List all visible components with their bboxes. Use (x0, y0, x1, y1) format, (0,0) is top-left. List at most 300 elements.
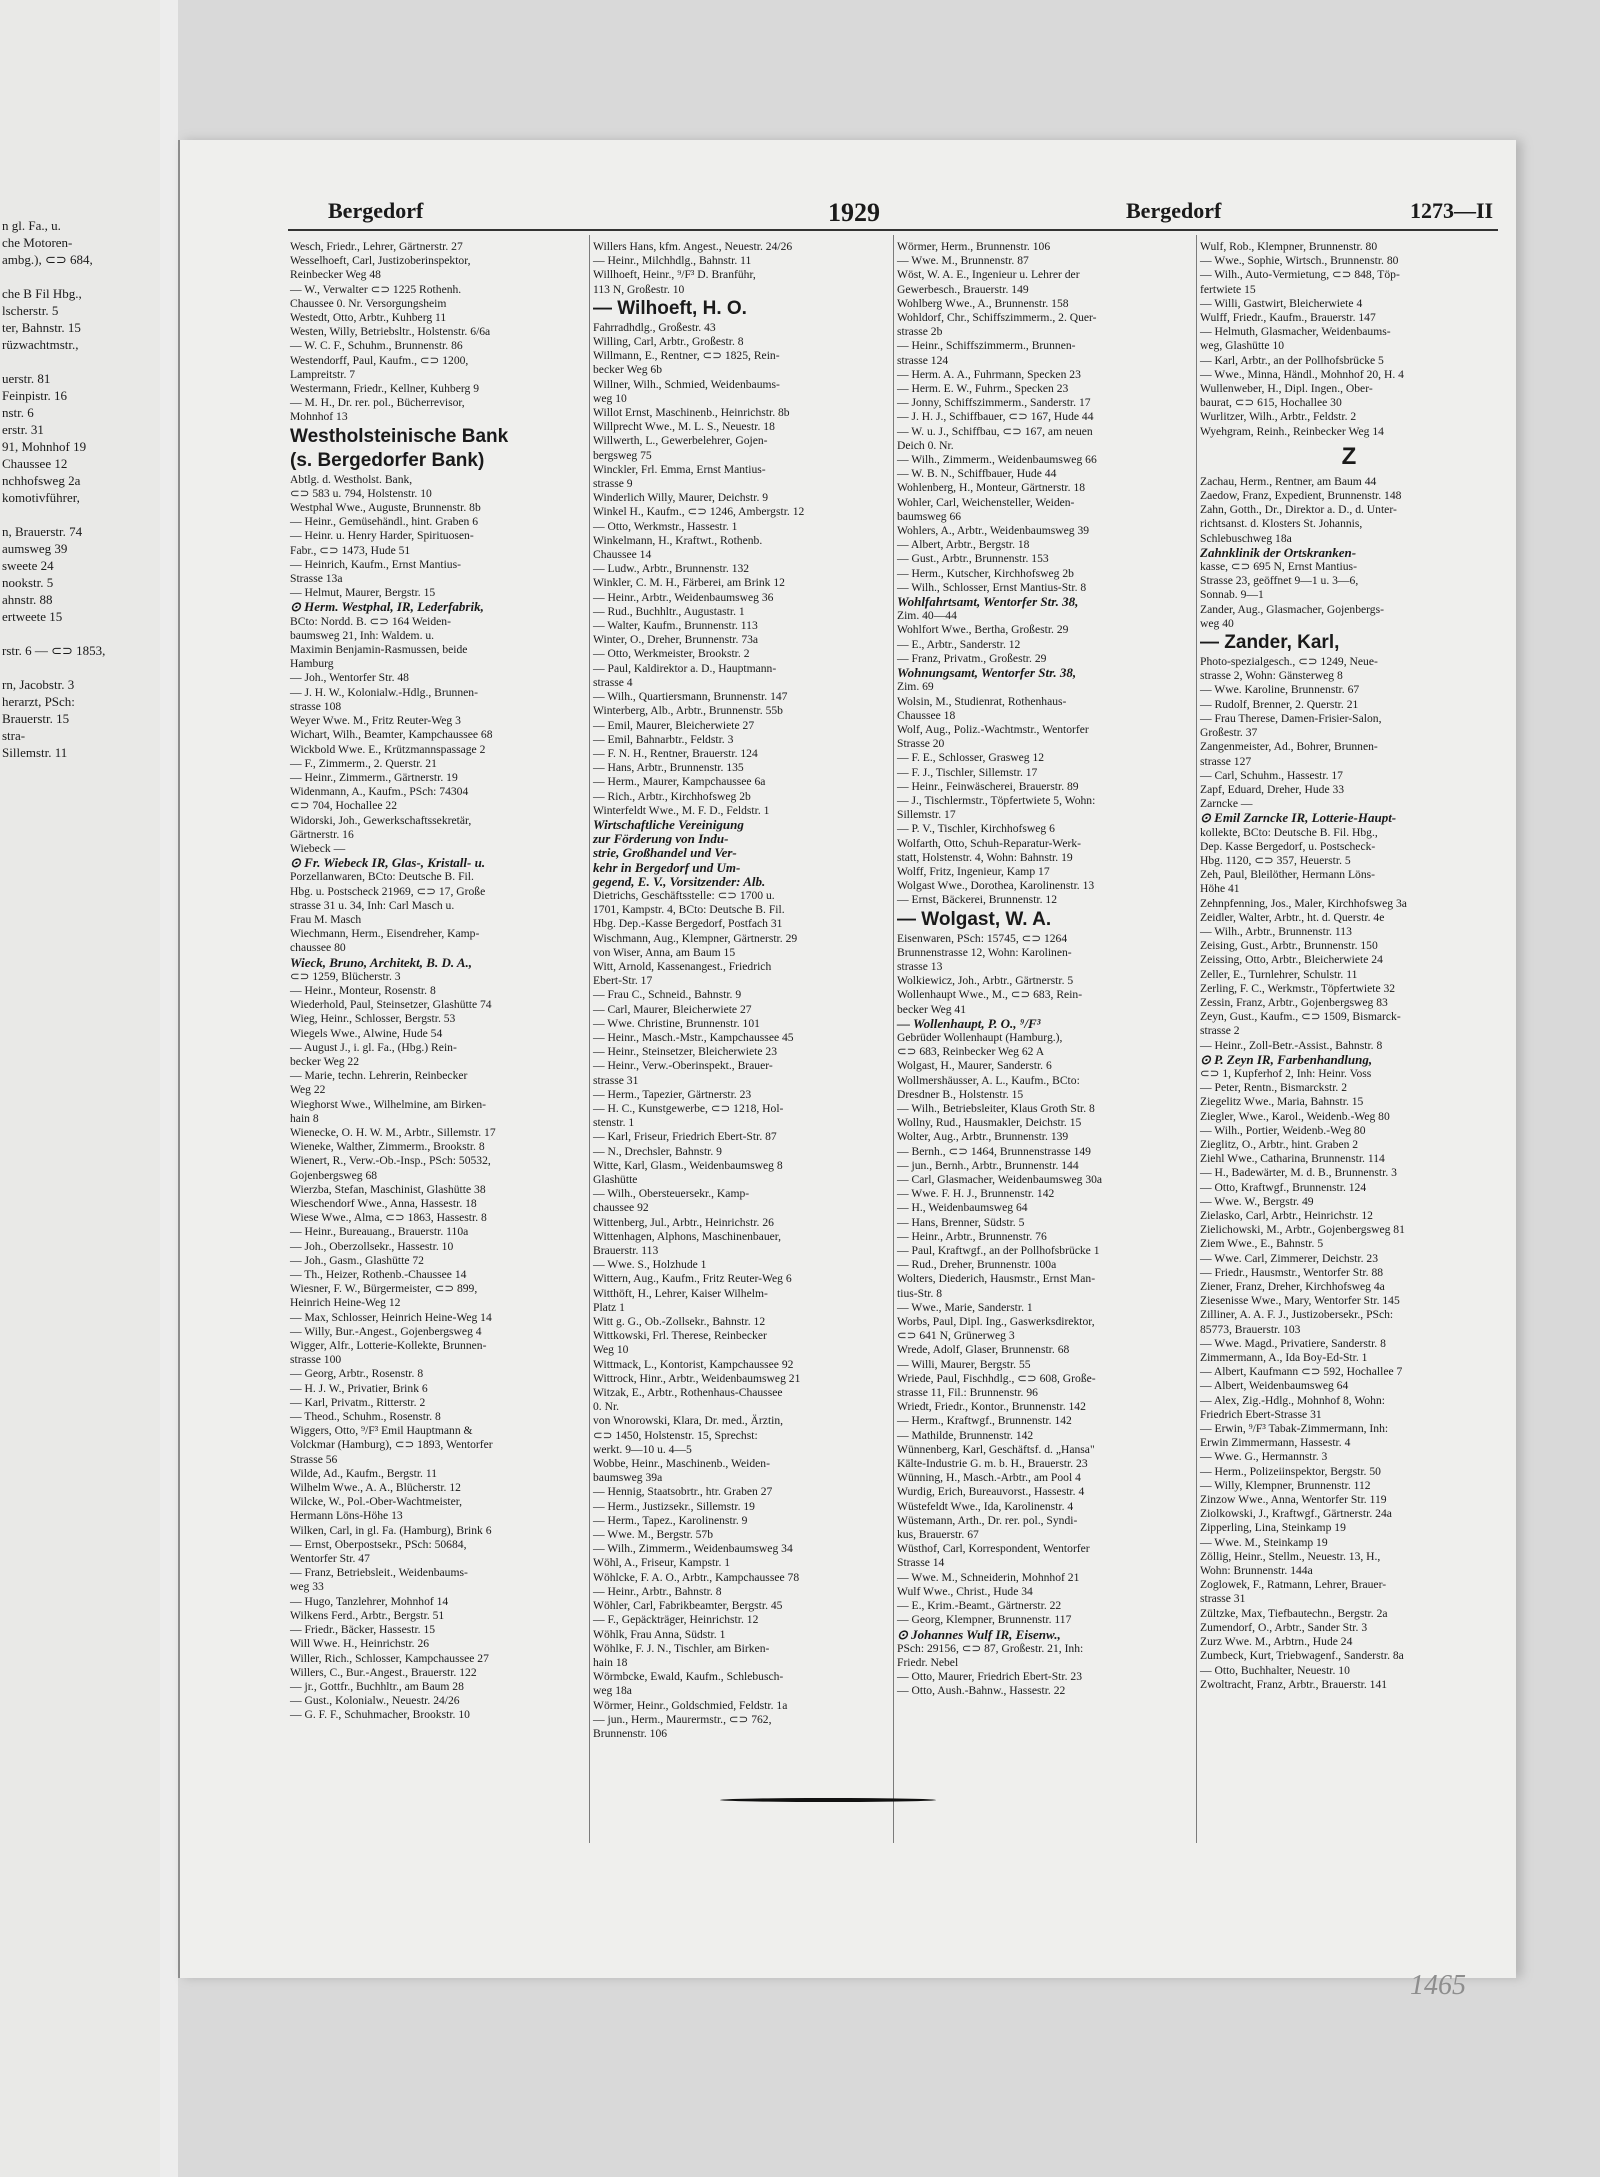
directory-entry: Westen, Willy, Betriebsltr., Holstenstr. 6/6a (290, 325, 491, 339)
directory-entry: kus, Brauerstr. 67 (897, 1528, 979, 1542)
directory-entry: Weg 10 (593, 1343, 629, 1357)
directory-entry: — Franz, Privatm., Großestr. 29 (897, 651, 1047, 665)
directory-entry: Photo-spezialgesch., ⊂⊃ 1249, Neue- (1200, 655, 1378, 669)
adjacent-page-fragment: nchhofsweg 2a (2, 473, 81, 488)
directory-entry: Zumendorf, O., Arbtr., Sander Str. 3 (1200, 1620, 1368, 1634)
directory-entry: ⊂⊃ 683, Reinbecker Weg 62 A (897, 1045, 1045, 1059)
directory-entry: Wohlers, A., Arbtr., Weidenbaumsweg 39 (897, 524, 1090, 538)
directory-entry: strasse 13 (897, 959, 943, 973)
directory-entry: Friedr. Nebel (897, 1655, 959, 1669)
directory-entry: Heinrich Heine-Weg 12 (290, 1296, 401, 1310)
directory-entry: — M. H., Dr. rer. pol., Bücherrevisor, (290, 396, 465, 410)
directory-entry: — Wwe. Christine, Brunnenstr. 101 (593, 1016, 760, 1030)
directory-entry: — Otto, Buchhalter, Neuestr. 10 (1200, 1663, 1350, 1677)
directory-entry: Wrede, Adolf, Glaser, Brunnenstr. 68 (897, 1343, 1070, 1357)
directory-entry: Zangenmeister, Ad., Bohrer, Brunnen- (1200, 740, 1378, 754)
directory-entry: — F., Gepäckträger, Heinrichstr. 12 (593, 1613, 759, 1627)
directory-entry: Dresdner B., Holstenstr. 15 (897, 1087, 1024, 1101)
directory-entry: — Hugo, Tanzlehrer, Mohnhof 14 (290, 1594, 449, 1608)
directory-entry: Chaussee 0. Nr. Versorgungsheim (290, 296, 447, 310)
directory-entry: Wieghorst Wwe., Wilhelmine, am Birken- (290, 1097, 487, 1111)
directory-entry: Wolgast, H., Maurer, Sanderstr. 6 (897, 1059, 1052, 1073)
directory-entry: Wilde, Ad., Kaufm., Bergstr. 11 (290, 1466, 438, 1480)
directory-entry: — Franz, Betriebsleit., Weidenbaums- (290, 1566, 468, 1580)
directory-entry: — Heinr., Arbtr., Brunnenstr. 76 (897, 1229, 1047, 1243)
directory-entry: — Jonny, Schiffszimmerm., Sanderstr. 17 (897, 396, 1091, 410)
directory-entry: — Willi, Gastwirt, Bleicherwiete 4 (1200, 296, 1363, 310)
column-divider (1196, 235, 1197, 1843)
directory-entry: — Friedr., Bäcker, Hassestr. 15 (290, 1623, 436, 1637)
directory-entry: Maximin Benjamin-Rasmussen, beide (290, 643, 468, 657)
directory-entry: ⊙ Emil Zarncke IR, Lotterie-Haupt- (1200, 810, 1397, 826)
directory-entry: — Wilh., Quartiersmann, Brunnenstr. 147 (593, 690, 788, 704)
directory-entry: Frau M. Masch (290, 912, 362, 926)
directory-entry: — N., Drechsler, Bahnstr. 9 (593, 1144, 722, 1158)
directory-entry: — Marie, techn. Lehrerin, Reinbecker (290, 1069, 468, 1083)
directory-entry: Witzak, E., Arbtr., Rothenhaus-Chaussee (593, 1386, 783, 1400)
directory-entry: — Albert, Kaufmann ⊂⊃ 592, Hochallee 7 (1200, 1365, 1403, 1379)
directory-entry: BCto: Nordd. B. ⊂⊃ 164 Weiden- (290, 614, 451, 628)
directory-entry: Winderlich Willy, Maurer, Deichstr. 9 (593, 491, 769, 505)
directory-entry: Widorski, Joh., Gewerkschaftssekretär, (290, 813, 472, 827)
directory-entry: Ziegelitz Wwe., Maria, Bahnstr. 15 (1200, 1095, 1364, 1109)
directory-entry: Brunnenstrasse 12, Wohn: Karolinen- (897, 945, 1072, 959)
directory-entry: Willhoeft, Heinr., ⁹/F³ D. Branführ, (593, 268, 756, 282)
directory-entry: Gewerbesch., Brauerstr. 149 (897, 282, 1029, 296)
directory-entry: — Ludw., Arbtr., Brunnenstr. 132 (593, 562, 750, 576)
adjacent-page-strip (0, 0, 160, 2177)
directory-entry: — Heinr., Masch.-Mstr., Kampchaussee 45 (593, 1030, 794, 1044)
directory-entry: Zahn, Gotth., Dr., Direktor a. D., d. Unter- (1200, 503, 1397, 517)
adjacent-page-fragment: Feinpistr. 16 (2, 388, 68, 403)
directory-entry: Wohn: Brunnenstr. 144a (1200, 1564, 1313, 1578)
directory-entry: Zültzke, Max, Tiefbautechn., Bergstr. 2a (1200, 1606, 1388, 1620)
adjacent-page-fragment: rüzwachtmstr., (2, 337, 79, 352)
adjacent-page-fragment: rn, Jacobstr. 3 (2, 677, 75, 692)
directory-entry: Strasse 13a (290, 572, 343, 586)
directory-entry: Wulf, Rob., Klempner, Brunnenstr. 80 (1200, 240, 1378, 253)
directory-entry: strasse 11, Fil.: Brunnenstr. 96 (897, 1386, 1038, 1400)
directory-entry: Wohlberg Wwe., A., Brunnenstr. 158 (897, 296, 1069, 310)
directory-entry: Zapf, Eduard, Dreher, Hude 33 (1200, 782, 1345, 796)
directory-entry: — J. H. J., Schiffbauer, ⊂⊃ 167, Hude 44 (897, 410, 1094, 424)
directory-entry: Ziolkowski, J., Kraftwgf., Gärtnerstr. 24a (1200, 1507, 1392, 1521)
directory-entry: — F. E., Schlosser, Grasweg 12 (897, 751, 1045, 765)
directory-entry: Wohlfahrtsamt, Wentorfer Str. 38, (897, 594, 1079, 610)
directory-entry: Wolff, Fritz, Ingenieur, Kamp 17 (897, 864, 1050, 878)
directory-entry: Brunnenstr. 106 (593, 1726, 668, 1740)
directory-entry: 0. Nr. (593, 1400, 620, 1414)
directory-entry: Wesselhoeft, Carl, Justizoberinspektor, (290, 254, 471, 268)
adjacent-page-fragment: nstr. 6 (2, 405, 34, 420)
directory-entry: ⊂⊃ 1259, Blücherstr. 3 (290, 969, 401, 983)
directory-entry: Wulff, Friedr., Kaufm., Brauerstr. 147 (1200, 311, 1376, 325)
directory-entry: Zoglowek, F., Ratmann, Lehrer, Brauer- (1200, 1578, 1387, 1592)
directory-entry: ⊙ Johannes Wulf IR, Eisenw., (897, 1626, 1061, 1642)
directory-entry: — Heinr., Arbtr., Weidenbaumsweg 36 (593, 590, 774, 604)
directory-entry: Zaedow, Franz, Expedient, Brunnenstr. 148 (1200, 489, 1402, 503)
column-4 (1200, 240, 1498, 1850)
directory-entry: Westendorff, Paul, Kaufm., ⊂⊃ 1200, (290, 353, 469, 367)
directory-entry: — Wwe. F. H. J., Brunnenstr. 142 (897, 1187, 1055, 1201)
directory-entry: Hbg. u. Postscheck 21969, ⊂⊃ 17, Große (290, 884, 486, 898)
directory-entry: — jr., Gottfr., Buchhltr., am Baum 28 (290, 1679, 464, 1693)
directory-entry: Zeyn, Gust., Kaufm., ⊂⊃ 1509, Bismarck- (1200, 1010, 1401, 1024)
directory-entry: — Herm., Kraftwgf., Brunnenstr. 142 (897, 1414, 1072, 1428)
directory-entry: — Wilh., Portier, Weidenb.-Weg 80 (1200, 1123, 1366, 1137)
directory-entry: — Wwe., Sophie, Wirtsch., Brunnenstr. 80 (1200, 254, 1399, 268)
directory-entry: Willprecht Wwe., M. L. S., Neuestr. 18 (593, 420, 775, 434)
directory-entry: — H. C., Kunstgewerbe, ⊂⊃ 1218, Hol- (593, 1101, 784, 1115)
directory-entry: — Wilh., Betriebsleiter, Klaus Groth Str. 8 (897, 1101, 1095, 1115)
directory-entry: Wittenberg, Jul., Arbtr., Heinrichstr. 26 (593, 1215, 774, 1229)
directory-entry: strie, Großhandel und Ver- (593, 845, 737, 861)
directory-entry: Kälte-Industrie G. m. b. H., Brauerstr. 23 (897, 1457, 1088, 1471)
directory-entry: — Wwe. Carl, Zimmerer, Deichstr. 23 (1200, 1251, 1379, 1265)
directory-entry: Z (1341, 442, 1357, 470)
directory-entry: Wobbe, Heinr., Maschinenb., Weiden- (593, 1457, 770, 1471)
directory-entry: strasse 127 (1200, 754, 1252, 768)
directory-entry: Wünnenberg, Karl, Geschäftsf. d. „Hansa" (897, 1442, 1095, 1456)
header-rule (288, 229, 1498, 231)
directory-entry: Wüstefeldt Wwe., Ida, Karolinenstr. 4 (897, 1499, 1074, 1513)
directory-entry: kollekte, BCto: Deutsche B. Fil. Hbg., (1200, 825, 1378, 839)
directory-entry: — Herm., Justizsekr., Sillemstr. 19 (593, 1499, 755, 1513)
directory-entry: Gebrüder Wollenhaupt (Hamburg.), (897, 1030, 1063, 1044)
header-page-label: 1273—II (1410, 198, 1494, 223)
header-right-place: Bergedorf (1126, 198, 1222, 223)
directory-entry: — Helmuth, Glasmacher, Weidenbaums- (1200, 325, 1391, 339)
directory-entry: baumsweg 21, Inh: Waldem. u. (290, 628, 435, 642)
page-gutter (160, 0, 178, 2177)
adjacent-page-fragment: n, Brauerstr. 74 (2, 524, 83, 539)
directory-entry: Wöhlk, Frau Anna, Südstr. 1 (593, 1627, 726, 1641)
directory-entry: — Otto, Maurer, Friedrich Ebert-Str. 23 (897, 1670, 1082, 1684)
directory-entry: — Max, Schlosser, Heinrich Heine-Weg 14 (290, 1310, 492, 1324)
directory-entry: Chaussee 18 (897, 708, 956, 722)
directory-entry: — Joh., Gasm., Glashütte 72 (290, 1253, 424, 1267)
directory-entry: Strasse 20 (897, 737, 945, 751)
directory-entry: — Wwe., Minna, Händl., Mohnhof 20, H. 4 (1200, 367, 1404, 381)
directory-entry: strasse 9 (593, 477, 633, 491)
directory-entry: Hermann Löns-Höhe 13 (290, 1509, 403, 1523)
directory-entry: becker Weg 41 (897, 1002, 967, 1016)
directory-entry: — Heinr., Gemüsehändl., hint. Graben 6 (290, 515, 479, 529)
directory-entry: Sonnab. 9—1 (1200, 588, 1264, 602)
directory-entry: Wullenweber, H., Dipl. Ingen., Ober- (1200, 382, 1373, 396)
directory-entry: stenstr. 1 (593, 1116, 635, 1130)
directory-entry: Wiebeck — (290, 841, 346, 855)
directory-entry: Willner, Wilh., Schmied, Weidenbaums- (593, 377, 780, 391)
directory-entry: Ziem Wwe., E., Bahnstr. 5 (1200, 1237, 1324, 1251)
directory-entry: Wentorfer Str. 47 (290, 1552, 370, 1566)
directory-entry: kasse, ⊂⊃ 695 N, Ernst Mantius- (1200, 560, 1357, 574)
directory-entry: Witthöft, H., Lehrer, Kaiser Wilhelm- (593, 1286, 768, 1300)
directory-entry: — Georg, Klempner, Brunnenstr. 117 (897, 1613, 1072, 1627)
directory-entry: Wolf, Aug., Poliz.-Wachtmstr., Wentorfer (897, 722, 1089, 736)
page-header (288, 198, 1502, 228)
directory-entry: Ebert-Str. 17 (593, 974, 653, 988)
adjacent-page-fragment: lscherstr. 5 (2, 303, 59, 318)
directory-entry: — Heinr. u. Henry Harder, Spirituosen- (290, 529, 474, 543)
directory-entry: — Gust., Arbtr., Brunnenstr. 153 (897, 552, 1049, 566)
directory-entry: Zachau, Herm., Rentner, am Baum 44 (1200, 474, 1377, 488)
adjacent-page-fragment: n gl. Fa., u. (2, 218, 61, 233)
directory-entry: — Alex, Zig.-Hdlg., Mohnhof 8, Wohn: (1200, 1393, 1385, 1407)
directory-entry: ⊙ P. Zeyn IR, Farbenhandlung, (1200, 1051, 1373, 1067)
directory-entry: Wörmer, Heinr., Goldschmied, Feldstr. 1a (593, 1698, 788, 1712)
directory-entry: Fahrradhdlg., Großestr. 43 (593, 320, 716, 334)
directory-entry: Strasse 56 (290, 1452, 338, 1466)
directory-entry: bergsweg 75 (593, 448, 652, 462)
directory-entry: Winkler, C. M. H., Färberei, am Brink 12 (593, 576, 785, 590)
directory-entry: — Wwe. S., Holzhude 1 (593, 1258, 707, 1272)
directory-entry: — Ernst, Oberpostsekr., PSch: 50684, (290, 1537, 467, 1551)
directory-entry: Wiesner, F. W., Bürgermeister, ⊂⊃ 899, (290, 1282, 478, 1296)
directory-entry: Wilhelm Wwe., A. A., Blücherstr. 12 (290, 1481, 461, 1495)
directory-entry: Zander, Aug., Glasmacher, Gojenbergs- (1200, 602, 1384, 616)
directory-entry: Volckmar (Hamburg), ⊂⊃ 1893, Wentorfer (290, 1438, 493, 1452)
directory-entry: (s. Bergedorfer Bank) (290, 449, 485, 471)
directory-entry: Zurz Wwe. M., Arbtrn., Hude 24 (1200, 1635, 1353, 1649)
adjacent-page-fragment: Chaussee 12 (2, 456, 68, 471)
directory-entry: — Karl, Privatm., Ritterstr. 2 (290, 1395, 426, 1409)
directory-entry: Winter, O., Dreher, Brunnenstr. 73a (593, 633, 759, 647)
directory-entry: — Frau Therese, Damen-Frisier-Salon, (1200, 711, 1382, 725)
directory-entry: PSch: 29156, ⊂⊃ 87, Großestr. 21, Inh: (897, 1641, 1084, 1655)
directory-entry: — Wwe. W., Bergstr. 49 (1200, 1194, 1314, 1208)
directory-entry: kehr in Bergedorf und Um- (593, 859, 741, 875)
directory-entry: Wurlitzer, Wilh., Arbtr., Feldstr. 2 (1200, 410, 1357, 424)
directory-entry: Winckler, Frl. Emma, Ernst Mantius- (593, 462, 766, 476)
directory-entry: von Wiser, Anna, am Baum 15 (593, 945, 736, 959)
directory-entry: — Theod., Schuhm., Rosenstr. 8 (290, 1410, 441, 1424)
directory-entry: Fabr., ⊂⊃ 1473, Hude 51 (290, 543, 411, 557)
directory-entry: Wittrock, Hinr., Arbtr., Weidenbaumsweg 21 (593, 1371, 801, 1385)
adjacent-page-fragment: aumsweg 39 (2, 541, 68, 556)
directory-entry: Ziener, Franz, Dreher, Kirchhofsweg 4a (1200, 1280, 1385, 1294)
directory-entry: Widenmann, A., Kaufm., PSch: 74304 (290, 785, 469, 799)
directory-entry: strasse 108 (290, 699, 342, 713)
header-year: 1929 (828, 198, 880, 227)
directory-entry: — Otto, Werkmeister, Brookstr. 2 (593, 647, 750, 661)
directory-entry: strasse 31 (593, 1073, 639, 1087)
adjacent-page-fragment: Sillemstr. 11 (2, 745, 68, 760)
directory-entry: Willers, C., Bur.-Angest., Brauerstr. 122 (290, 1665, 477, 1679)
directory-entry: — Rich., Arbtr., Kirchhofsweg 2b (593, 789, 751, 803)
adjacent-page-fragment: komotivführer, (2, 490, 80, 505)
directory-entry: Wolsin, M., Studienrat, Rothenhaus- (897, 694, 1067, 708)
directory-entry: Chaussee 14 (593, 548, 652, 562)
adjacent-page-fragment: uerstr. 81 (2, 371, 51, 386)
column-divider (589, 235, 590, 1843)
column-1 (290, 240, 588, 1850)
directory-entry: — Bernh., ⊂⊃ 1464, Brunnenstrasse 149 (897, 1144, 1091, 1158)
directory-entry: — Heinr., Zimmerm., Gärtnerstr. 19 (290, 770, 458, 784)
directory-entry: Zielichowski, M., Arbtr., Gojenbergsweg 81 (1200, 1223, 1405, 1237)
directory-entry: Reinbecker Weg 48 (290, 268, 381, 282)
column-2 (593, 240, 891, 1850)
directory-entry: Eisenwaren, PSch: 15745, ⊂⊃ 1264 (897, 931, 1068, 945)
directory-entry: — Wwe., Marie, Sanderstr. 1 (897, 1300, 1033, 1314)
directory-entry: Gärtnerstr. 16 (290, 827, 354, 841)
directory-entry: Dietrichs, Geschäftsstelle: ⊂⊃ 1700 u. (593, 888, 775, 902)
directory-entry: — W. B. N., Schiffbauer, Hude 44 (897, 467, 1057, 481)
directory-entry: — Heinr., Verw.-Oberinspekt., Brauer- (593, 1059, 773, 1073)
adjacent-page-fragment: ambg.), ⊂⊃ 684, (2, 252, 93, 267)
directory-entry: — Albert, Weidenbaumsweg 64 (1200, 1379, 1349, 1393)
directory-entry: ⊂⊃ 704, Hochallee 22 (290, 799, 397, 813)
directory-entry: Witt, Arnold, Kassenangest., Friedrich (593, 959, 772, 973)
directory-entry: — Heinr., Arbtr., Bahnstr. 8 (593, 1584, 722, 1598)
directory-entry: — Karl, Arbtr., an der Pollhofsbrücke 5 (1200, 353, 1384, 367)
adjacent-page-fragment: erstr. 31 (2, 422, 44, 437)
directory-entry: Wolters, Diederich, Hausmstr., Ernst Man- (897, 1272, 1096, 1286)
directory-entry: Wienecke, O. H. W. M., Arbtr., Sillemstr. 17 (290, 1125, 496, 1139)
directory-entry: — Friedr., Hausmstr., Wentorfer Str. 88 (1200, 1265, 1384, 1279)
directory-entry: — Wilh., Schlosser, Ernst Mantius-Str. 8 (897, 580, 1087, 594)
directory-entry: — H., Weidenbaumsweg 64 (897, 1201, 1028, 1215)
directory-entry: Glashütte (593, 1173, 638, 1186)
directory-entry: Will Wwe. H., Heinrichstr. 26 (290, 1637, 430, 1651)
directory-entry: — Mathilde, Brunnenstr. 142 (897, 1428, 1034, 1442)
directory-entry: baurat, ⊂⊃ 615, Hochallee 30 (1200, 396, 1342, 410)
adjacent-page-fragment: sweete 24 (2, 558, 54, 573)
directory-entry: 1701, Kampstr. 4, BCto: Deutsche B. Fil. (593, 903, 785, 917)
directory-entry: strasse 100 (290, 1353, 342, 1367)
directory-entry: Wolkiewicz, Joh., Arbtr., Gärtnerstr. 5 (897, 974, 1074, 988)
adjacent-page-fragment: che B Fil Hbg., (2, 286, 82, 301)
directory-entry: zur Förderung von Indu- (593, 831, 729, 847)
directory-entry: Wohnungsamt, Wentorfer Str. 38, (897, 665, 1077, 681)
directory-entry: Wirtschaftliche Vereinigung (593, 816, 744, 832)
section-end-rule (720, 1798, 936, 1802)
directory-entry: Weyer Wwe. M., Fritz Reuter-Weg 3 (290, 714, 461, 728)
directory-entry: — Herm. A. A., Fuhrmann, Specken 23 (897, 367, 1081, 381)
adjacent-page-fragment: ertweete 15 (2, 609, 63, 624)
directory-entry: Zielasko, Carl, Arbtr., Heinrichstr. 12 (1200, 1209, 1373, 1222)
directory-entry: Zeller, E., Turnlehrer, Schulstr. 11 (1200, 967, 1358, 981)
directory-entry: — Emil, Maurer, Bleicherwiete 27 (593, 718, 755, 732)
directory-entry: Hamburg (290, 657, 334, 671)
directory-entry: 113 N, Großestr. 10 (593, 282, 685, 296)
directory-entry: Strasse 23, geöffnet 9—1 u. 3—6, (1200, 574, 1359, 588)
directory-entry: fertwiete 15 (1200, 282, 1256, 296)
directory-entry: Wriedt, Friedr., Kontor., Brunnenstr. 142 (897, 1400, 1086, 1414)
directory-entry: Wittkowski, Frl. Therese, Reinbecker (593, 1329, 767, 1343)
directory-entry: — Albert, Arbtr., Bergstr. 18 (897, 538, 1030, 552)
directory-entry: — W., Verwalter ⊂⊃ 1225 Rothenh. (290, 282, 462, 296)
directory-entry: — J. H. W., Kolonialw.-Hdlg., Brunnen- (290, 685, 478, 699)
directory-entry: Winterfeldt Wwe., M. F. D., Feldstr. 1 (593, 803, 770, 817)
directory-entry: — F. J., Tischler, Sillemstr. 17 (897, 765, 1038, 779)
directory-entry: Wieneke, Walther, Zimmerm., Brookstr. 8 (290, 1140, 485, 1154)
directory-entry: — Heinr., Zoll-Betr.-Assist., Bahnstr. 8 (1200, 1038, 1383, 1052)
directory-entry: — Joh., Wentorfer Str. 48 (290, 671, 409, 685)
directory-entry: Ziesenisse Wwe., Mary, Wentorfer Str. 145 (1200, 1294, 1400, 1308)
directory-entry: — F., Zimmerm., 2. Querstr. 21 (290, 756, 437, 770)
directory-entry: Willer, Rich., Schlosser, Kampchaussee 27 (290, 1651, 489, 1665)
directory-entry: — Herm., Tapezier, Gärtnerstr. 23 (593, 1087, 752, 1101)
directory-entry: Wickbold Wwe. E., Krützmannspassage 2 (290, 742, 486, 756)
directory-entry: Zieglitz, O., Arbtr., hint. Graben 2 (1200, 1137, 1359, 1151)
directory-entry: — Wilh., Zimmerm., Weidenbaumsweg 34 (593, 1542, 793, 1556)
directory-entry: Weg 22 (290, 1083, 326, 1097)
directory-entry: weg 33 (290, 1580, 324, 1594)
directory-entry: chaussee 80 (290, 941, 346, 955)
directory-entry: weg 18a (593, 1684, 632, 1698)
directory-entry: — Heinr., Bureauang., Brauerstr. 110a (290, 1225, 469, 1239)
directory-entry: — E., Krim.-Beamt., Gärtnerstr. 22 (897, 1599, 1062, 1613)
directory-entry: — Heinr., Feinwäscherei, Brauerstr. 89 (897, 779, 1079, 793)
directory-entry: — P. V., Tischler, Kirchhofsweg 6 (897, 822, 1055, 836)
directory-entry: ⊂⊃ 1450, Holstenstr. 15, Sprechst: (593, 1428, 758, 1442)
directory-entry: Zipperling, Lina, Steinkamp 19 (1200, 1521, 1346, 1535)
column-3 (897, 240, 1195, 1850)
directory-entry: — Wwe. M., Steinkamp 19 (1200, 1535, 1328, 1549)
directory-entry: Wiggers, Otto, ⁹/F³ Emil Hauptmann & (290, 1424, 473, 1438)
directory-entry: Zim. 69 (897, 680, 934, 694)
directory-entry: strasse 124 (897, 353, 949, 367)
directory-entry: — Hans, Brenner, Südstr. 5 (897, 1215, 1025, 1229)
directory-entry: 85773, Brauerstr. 103 (1200, 1322, 1301, 1336)
directory-entry: — Otto, Aush.-Bahnw., Hassestr. 22 (897, 1684, 1066, 1698)
directory-entry: Zahnklinik der Ortskranken- (1200, 544, 1357, 560)
directory-entry: Wohlenberg, H., Monteur, Gärtnerstr. 18 (897, 481, 1086, 495)
directory-entry: Wöhlcke, F. A. O., Arbtr., Kampchaussee 78 (593, 1570, 800, 1584)
adjacent-page-fragment: ter, Bahnstr. 15 (2, 320, 81, 335)
adjacent-page-fragment: Brauerstr. 15 (2, 711, 70, 726)
directory-entry: hain 18 (593, 1655, 628, 1669)
directory-entry: — Herm., Polizeiinspektor, Bergstr. 50 (1200, 1464, 1381, 1478)
directory-entry: Friedrich Ebert-Strasse 31 (1200, 1407, 1322, 1421)
directory-entry: Wolgast Wwe., Dorothea, Karolinenstr. 13 (897, 879, 1095, 893)
directory-entry: Wohlfort Wwe., Bertha, Großestr. 29 (897, 623, 1069, 637)
directory-entry: — W. u. J., Schiffbau, ⊂⊃ 167, am neuen (897, 424, 1093, 438)
directory-entry: — Helmut, Maurer, Bergstr. 15 (290, 586, 436, 600)
directory-entry: Höhe 41 (1200, 882, 1240, 896)
directory-entry: Erwin Zimmermann, Hassestr. 4 (1200, 1436, 1351, 1450)
directory-entry: becker Weg 22 (290, 1054, 360, 1068)
directory-entry: — Hennig, Staatsobrtr., htr. Graben 27 (593, 1485, 773, 1499)
directory-entry: — Paul, Kaldirektor a. D., Hauptmann- (593, 661, 777, 675)
directory-entry: Wolter, Aug., Arbtr., Brunnenstr. 139 (897, 1130, 1069, 1144)
directory-entry: Wolfarth, Otto, Schuh-Reparatur-Werk- (897, 836, 1081, 850)
directory-entry: Wienert, R., Verw.-Ob.-Insp., PSch: 50532, (290, 1154, 491, 1168)
directory-entry: — Willy, Klempner, Brunnenstr. 112 (1200, 1478, 1371, 1492)
directory-entry: Wierzba, Stefan, Maschinist, Glashütte 38 (290, 1182, 486, 1196)
directory-entry: — Georg, Arbtr., Rosenstr. 8 (290, 1367, 424, 1381)
directory-entry: Wöhlke, F. J. N., Tischler, am Birken- (593, 1641, 770, 1655)
directory-entry: — Joh., Oberzollsekr., Hassestr. 10 (290, 1239, 454, 1253)
directory-entry: — jun., Bernh., Arbtr., Brunnenstr. 144 (897, 1158, 1079, 1172)
directory-entry: gegend, E. V., Vorsitzender: Alb. (593, 873, 766, 889)
directory-entry: Zinzow Wwe., Anna, Wentorfer Str. 119 (1200, 1493, 1387, 1507)
directory-entry: ⊙ Fr. Wiebeck IR, Glas-, Kristall- u. (290, 855, 486, 871)
directory-entry: Wüsthof, Carl, Korrespondent, Wentorfer (897, 1542, 1090, 1556)
directory-entry: — W. C. F., Schuhm., Brunnenstr. 86 (290, 339, 463, 353)
directory-entry: — Emil, Bahnarbtr., Feldstr. 3 (593, 732, 734, 746)
directory-entry: — Wwe. Karoline, Brunnenstr. 67 (1200, 683, 1360, 697)
directory-entry: Wiegels Wwe., Alwine, Hude 54 (290, 1026, 443, 1040)
directory-entry: — Wilh., Obersteuersekr., Kamp- (593, 1187, 750, 1201)
directory-entry: — Rud., Dreher, Brunnenstr. 100a (897, 1258, 1057, 1272)
directory-entry: — H., Badewärter, M. d. B., Brunnenstr. 3 (1200, 1166, 1397, 1180)
directory-entry: Wesch, Friedr., Lehrer, Gärtnerstr. 27 (290, 240, 463, 253)
directory-entry: — Heinr., Steinsetzer, Bleicherwiete 23 (593, 1045, 778, 1059)
directory-entry: Ziegler, Wwe., Karol., Weidenb.-Weg 80 (1200, 1109, 1390, 1123)
directory-entry: Willmann, E., Rentner, ⊂⊃ 1825, Rein- (593, 349, 780, 363)
